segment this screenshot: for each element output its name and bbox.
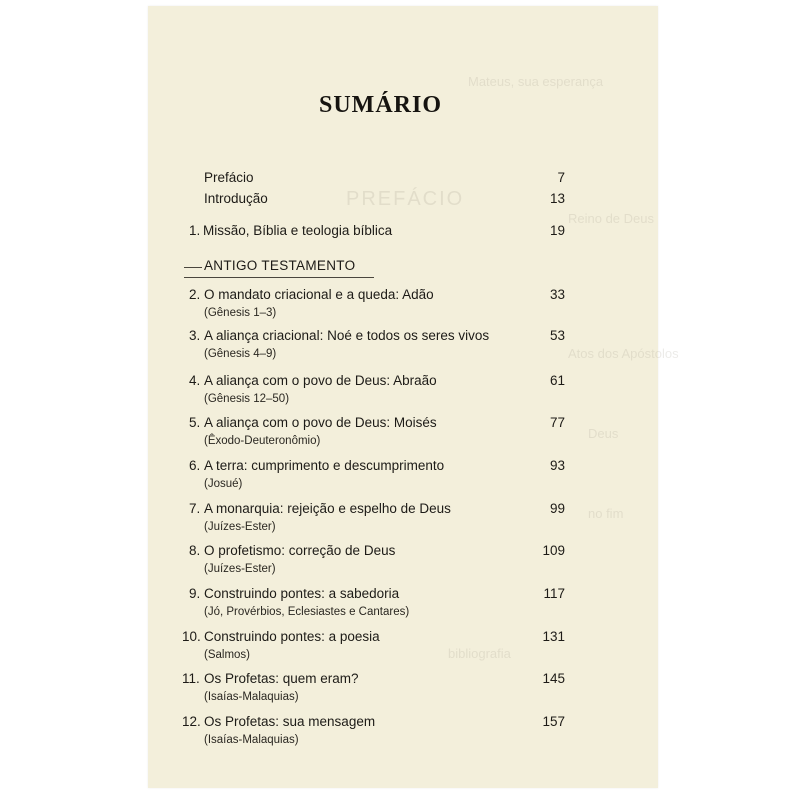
entry-page: 117 (543, 586, 565, 601)
show-through-text: Reino de Deus (568, 211, 654, 226)
entry-reference: (Juízes-Ester) (204, 563, 276, 575)
entry-title: A aliança com o povo de Deus: Moisés (204, 415, 437, 430)
entry-number: 11. (182, 671, 200, 686)
entry-number: 5. (189, 415, 201, 430)
toc-entry-chapter (148, 373, 658, 413)
entry-number: 7. (189, 501, 201, 516)
entry-reference: (Isaías-Malaquias) (204, 734, 299, 746)
entry-page: 157 (542, 714, 565, 729)
entry-page: 33 (549, 287, 565, 302)
entry-page: 99 (549, 501, 565, 516)
entry-number: 8. (189, 543, 201, 558)
entry-title: O mandato criacional e a queda: Adão (204, 287, 434, 302)
entry-title: A aliança criacional: Noé e todos os seres vivos (204, 328, 490, 343)
entry-title: Os Profetas: quem eram? (204, 671, 359, 686)
entry-title: A aliança com o povo de Deus: Abraão (204, 373, 437, 388)
entry-page: 93 (549, 458, 565, 473)
entry-reference: (Salmos) (204, 649, 251, 661)
entry-title: Introdução (204, 191, 268, 206)
entry-number: 2. (189, 287, 201, 302)
show-through-text: PREFÁCIO (346, 188, 465, 210)
section-divider (184, 267, 202, 268)
entry-page: 7 (557, 170, 565, 185)
show-through-text: no fim (588, 506, 624, 521)
entry-reference: (Jó, Provérbios, Eclesiastes e Cantares) (204, 606, 410, 618)
entry-page: 19 (549, 223, 565, 238)
entry-number: 1. (189, 223, 201, 238)
entry-title: Construindo pontes: a sabedoria (204, 586, 400, 601)
toc-entry-preface (148, 170, 658, 190)
entry-number: 3. (189, 328, 201, 343)
entry-page: 131 (542, 629, 565, 644)
show-through-text: Mateus, sua esperança (468, 74, 604, 89)
section-divider (184, 277, 374, 278)
entry-reference: (Êxodo-Deuteronômio) (204, 435, 321, 447)
entry-number: 6. (189, 458, 201, 473)
show-through-text: bibliografia (448, 646, 511, 661)
entry-page: 53 (549, 328, 565, 343)
toc-entry-chapter (148, 671, 658, 711)
entry-page: 145 (542, 671, 565, 686)
entry-title: O profetismo: correção de Deus (204, 543, 396, 558)
book-page (148, 6, 679, 788)
entry-title: Construindo pontes: a poesia (204, 629, 380, 644)
toc-entry-introduction (148, 191, 658, 211)
entry-reference: (Gênesis 12–50) (204, 393, 290, 405)
show-through-text: Deus (588, 426, 619, 441)
entry-page: 13 (549, 191, 565, 206)
entry-page: 77 (549, 415, 565, 430)
entry-number: 10. (182, 629, 201, 644)
entry-reference: (Gênesis 4–9) (204, 348, 277, 360)
entry-title: A terra: cumprimento e descumprimento (204, 458, 445, 473)
show-through-text: Atos dos Apóstolos (568, 346, 679, 361)
entry-title: A monarquia: rejeição e espelho de Deus (204, 501, 451, 516)
toc-entry-chapter (148, 714, 658, 754)
entry-title: Os Profetas: sua mensagem (204, 714, 376, 729)
entry-title: Prefácio (204, 170, 254, 185)
entry-reference: (Juízes-Ester) (204, 521, 276, 533)
toc-entry-chapter (148, 629, 658, 669)
toc-entry-chapter (148, 328, 658, 368)
entry-page: 61 (549, 373, 565, 388)
toc-entry-chapter (148, 458, 658, 498)
entry-reference: (Gênesis 1–3) (204, 307, 277, 319)
entry-reference: (Josué) (204, 478, 243, 490)
section-heading: ANTIGO TESTAMENTO (204, 258, 356, 273)
entry-number: 4. (189, 373, 201, 388)
page-title: SUMÁRIO (319, 92, 443, 118)
entry-page: 109 (542, 543, 565, 558)
toc-entry-chapter (148, 501, 658, 541)
entry-reference: (Isaías-Malaquias) (204, 691, 299, 703)
toc-entry-chapter (148, 415, 658, 455)
entry-number: 12. (182, 714, 201, 729)
entry-number: 9. (189, 586, 201, 601)
toc-entry-chapter (148, 586, 658, 626)
toc-entry-chapter (148, 543, 658, 583)
toc-entry-chapter-1 (148, 223, 658, 243)
toc-entry-chapter (148, 287, 658, 327)
entry-title: Missão, Bíblia e teologia bíblica (203, 223, 393, 238)
